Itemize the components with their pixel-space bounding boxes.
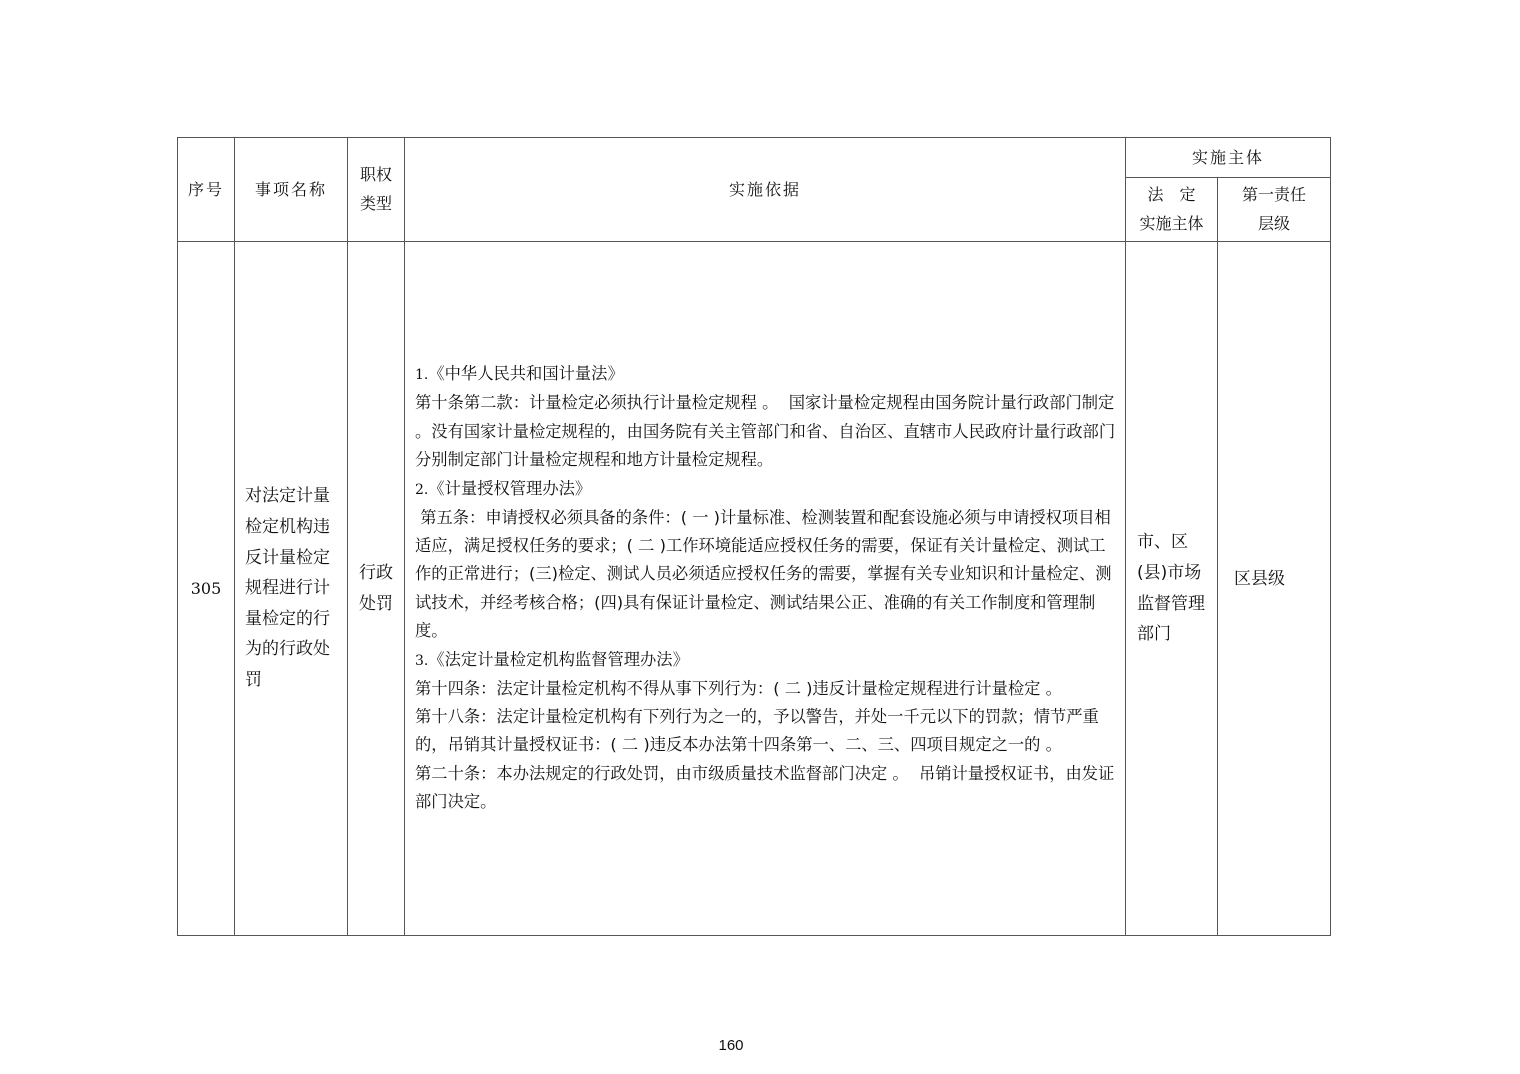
basis-article: 第十八条：法定计量检定机构有下列行为之一的，予以警告，并处一千元以下的罚款；情节严重的，吊销其计量授权证书：( 二 )违反本办法第十四条第一、二、三、四项目规定之一的 。 — [415, 707, 1099, 755]
row-legal-implementer: 市、区(县)市场监督管理部门 — [1126, 242, 1218, 936]
header-seq: 序号 — [178, 138, 235, 242]
basis-article: 第十条第二款：计量检定必须执行计量检定规程 。 国家计量检定规程由国务院计量行政部门制定 。没有国家计量检定规程的，由国务院有关主管部门和省、自治区、直辖市人民政府计量行政部门分别制定部门计量检定规程和地方计量检定规程。 — [415, 393, 1120, 470]
basis-article: 第十四条：法定计量检定机构不得从事下列行为：( 二 )违反计量检定规程进行计量检定 。 — [415, 678, 1062, 698]
basis-law-name: 《法定计量检定机构监督管理办法》 — [428, 649, 689, 669]
header-basis: 实施依据 — [405, 138, 1126, 242]
header-legal-implementer: 法 定 实施主体 — [1126, 178, 1218, 242]
authority-table — [177, 137, 1331, 936]
row-authority-type: 行政处罚 — [348, 242, 405, 936]
row-item-name: 对法定计量检定机构违反计量检定规程进行计量检定的行为的行政处罚 — [235, 242, 348, 936]
basis-law-title — [415, 475, 1117, 504]
basis-law-name: 《计量授权管理办法》 — [428, 478, 592, 498]
basis-law-title — [415, 646, 1117, 675]
basis-law-number: 2. — [415, 481, 429, 498]
header-implementer: 实施主体 — [1126, 138, 1331, 178]
basis-law-number: 1. — [415, 367, 429, 384]
page-number: 160 — [718, 1037, 744, 1054]
basis-text — [415, 360, 1120, 816]
header-authority-type: 职权 类型 — [348, 138, 405, 242]
header-first-level: 第一责任 层级 — [1218, 178, 1331, 242]
row-basis — [405, 242, 1126, 936]
basis-article: 第二十条：本办法规定的行政处罚，由市级质量技术监督部门决定 。 吊销计量授权证书，由发证部门决定。 — [415, 763, 1115, 812]
basis-law-number: 3. — [415, 652, 429, 669]
basis-law-name: 《中华人民共和国计量法》 — [428, 364, 624, 384]
basis-article: 第五条：申请授权必须具备的条件：( 一 )计量标准、检测装置和配套设施必须与申请授权项目相适应，满足授权任务的要求；( 二 )工作环境能适应授权任务的需要，保证有关计量检定、测试工作的正常进行；(三)检定、测试人员必须适应授权任务的需要，掌握有关专业知识和计量检定、测试技术，并经考核合格；(四)具有保证计量检定、测试结果公正、准确的有关工作制度和管理制度。 — [415, 507, 1112, 641]
row-seq: 305 — [178, 242, 235, 936]
basis-law-title — [415, 360, 1117, 389]
row-first-level: 区县级 — [1218, 242, 1331, 936]
header-item-name: 事项名称 — [235, 138, 348, 242]
